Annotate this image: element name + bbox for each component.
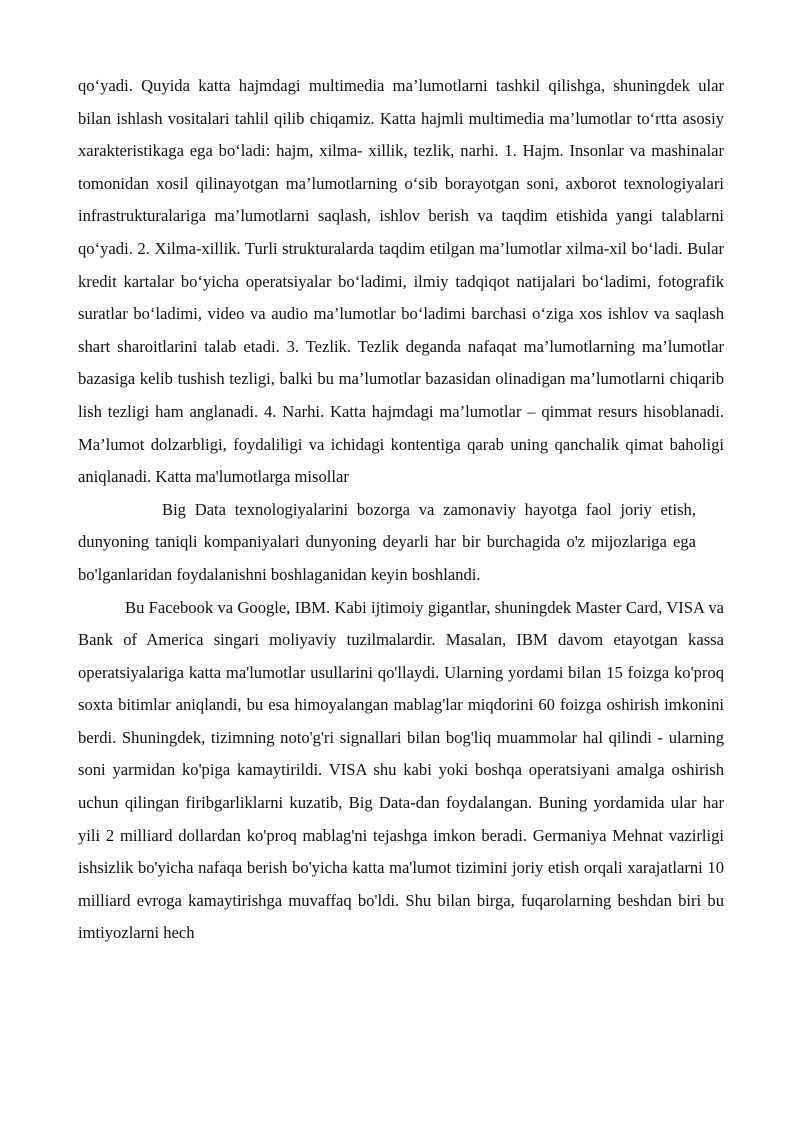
paragraph-big-data-intro: Big Data texnologiyalarini bozorga va zamonaviy hayotga faol joriy etish, dunyoning taniqli kompaniyalari dunyoning deyarli har bir burchagida o'z mijozlariga ega bo'lganlaridan foydalanishni boshlaganidan keyin boshlandi. <box>78 499 696 584</box>
document-page <box>78 70 724 950</box>
paragraph-multimedia-characteristics: qo‘yadi. Quyida katta hajmdagi multimedia ma’lumotlarni tashkil qilishga, shuningdek ular bilan ishlash vositalari tahlil qilib chiqamiz. Katta hajmli multimedia ma’lumotlar to‘rtta asosiy xarakteristikaga ega bo‘ladi: hajm, xilma- xillik, tezlik, narhi. 1. Hajm. Insonlar va mashinalar tomonidan xosil qilinayotgan ma’lumotlarning o‘sib borayotgan soni, axborot texnologiyalari infrastrukturalariga ma’lumotlarni saqlash, ishlov berish va taqdim etishida yangi talablarni qo‘yadi. 2. Xilma-xillik. Turli strukturalarda taqdim etilgan ma’lumotlar xilma-xil bo‘ladi. Bular kredit kartalar bo‘yicha operatsiyalar bo‘ladimi, ilmiy tadqiqot natijalari bo‘ladimi, fotografik suratlar bo‘ladimi, video va audio ma’lumotlar bo‘ladimi barchasi o‘ziga xos ishlov va saqlash shart sharoitlarini talab etadi. 3. Tezlik. Tezlik deganda nafaqat ma’lumotlarning ma’lumotlar bazasiga kelib tushish tezligi, balki bu ma’lumotlar bazasidan olinadigan ma’lumotlarni chiqarib lish tezligi ham anglanadi. 4. Narhi. Katta hajmdagi ma’lumotlar – qimmat resurs hisoblanadi. Ma’lumot dolzarbligi, foydaliligi va ichidagi kontentiga qarab uning qanchalik qimat baholigi aniqlanadi. Katta ma'lumotlarga misollar <box>78 76 724 487</box>
paragraph-big-data-examples: Bu Facebook va Google, IBM. Kabi ijtimoiy gigantlar, shuningdek Master Card, VISA va Bank of America singari moliyaviy tuzilmalardir. Masalan, IBM davom etayotgan kassa operatsiyalariga katta ma'lumotlar usullarini qo'llaydi. Ularning yordami bilan 15 foizga ko'proq soxta bitimlar aniqlandi, bu esa himoyalangan mablag'lar miqdorini 60 foizga oshirish imkonini berdi. Shuningdek, tizimning noto'g'ri signallari bilan bog'liq muammolar hal qilindi - ularning soni yarmidan ko'piga kamaytirildi. VISA shu kabi yoki boshqa operatsiyani amalga oshirish uchun qilingan firibgarliklarni kuzatib, Big Data-dan foydalangan. Buning yordamida ular har yili 2 milliard dollardan ko'proq mablag'ni tejashga imkon beradi. Germaniya Mehnat vazirligi ishsizlik bo'yicha nafaqa berish bo'yicha katta ma'lumot tizimini joriy etish orqali xarajatlarni 10 milliard evroga kamaytirishga muvaffaq bo'ldi. Shu bilan birga, fuqarolarning beshdan biri bu imtiyozlarni hech <box>78 597 724 943</box>
